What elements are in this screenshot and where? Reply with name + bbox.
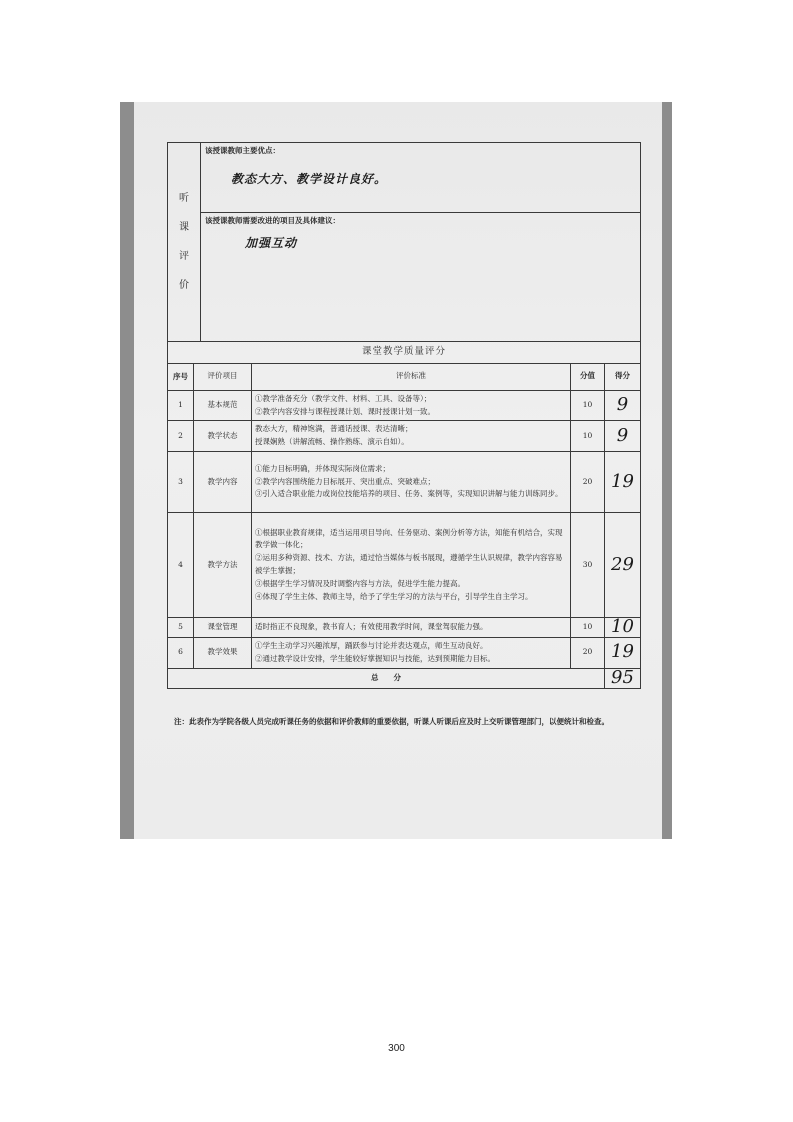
criteria-line: 教态大方，精神饱满，普通话授课、表达清晰； — [255, 424, 413, 434]
row-no: 3 — [168, 451, 194, 512]
side-char: 价 — [179, 280, 189, 291]
table-row — [168, 451, 641, 512]
criteria-line: ③引入适合职业能力或岗位技能培养的项目、任务、案例等，实现知识讲解与能力训练同步。 — [255, 489, 563, 499]
criteria-line: ②教学内容安排与课程授课计划、课时授课计划一致。 — [255, 406, 435, 416]
row-score-handwriting: 10 — [604, 617, 640, 637]
header-score: 得分 — [604, 363, 640, 390]
row-item: 教学内容 — [194, 451, 252, 512]
total-row — [168, 668, 641, 688]
row-no: 4 — [168, 512, 194, 617]
observation-section — [167, 142, 641, 342]
rating-table — [167, 341, 641, 689]
criteria-line: 适时指正不良现象，教书育人；有效使用教学时间，课堂驾驭能力强。 — [255, 622, 488, 632]
total-label: 总 分 — [168, 668, 605, 688]
criteria-line: ①能力目标明确，并体现实际岗位需求； — [255, 463, 390, 473]
row-no: 5 — [168, 617, 194, 637]
side-char: 课 — [179, 222, 189, 233]
row-points: 10 — [570, 421, 604, 452]
table-row — [168, 617, 641, 637]
header-item: 评价项目 — [194, 363, 252, 390]
footnote: 注：此表作为学院各级人员完成听课任务的依据和评价教师的重要依据，听课人听课后应及时上交听课管理部门，以便统计和检查。 — [174, 717, 609, 726]
total-score-handwriting: 95 — [604, 668, 640, 688]
strengths-label: 该授课教师主要优点： — [205, 146, 280, 155]
header-no: 序号 — [168, 363, 194, 390]
evaluation-form-paper — [134, 102, 662, 839]
row-points: 20 — [570, 451, 604, 512]
row-no: 1 — [168, 390, 194, 421]
row-item: 教学方法 — [194, 512, 252, 617]
evaluation-form — [167, 142, 641, 689]
improve-handwriting: 加强互动 — [245, 236, 298, 250]
row-points: 10 — [570, 617, 604, 637]
row-no: 6 — [168, 637, 194, 668]
strengths-handwriting: 教态大方、教学设计良好。 — [231, 172, 388, 186]
header-row — [168, 363, 641, 390]
criteria-line: ①学生主动学习兴趣浓厚，踊跃参与讨论并表达观点，师生互动良好。 — [255, 640, 488, 650]
table-row — [168, 512, 641, 617]
improve-cell — [201, 213, 641, 342]
side-char: 听 — [179, 193, 189, 204]
strengths-cell — [201, 143, 641, 213]
row-criteria — [252, 512, 571, 617]
criteria-line: ②运用多种资源、技术、方法，通过恰当媒体与板书展现，遵循学生认识规律，教学内容容易被学生掌握； — [255, 553, 563, 575]
row-item: 教学效果 — [194, 637, 252, 668]
row-score-handwriting: 29 — [604, 512, 640, 617]
criteria-line: ③根据学生学习情况及时调整内容与方法，促进学生能力提高。 — [255, 578, 465, 588]
improve-label: 该授课教师需要改进的项目及具体建议： — [205, 216, 340, 225]
criteria-line: ④体现了学生主体、教师主导，给予了学生学习的方法与平台，引导学生自主学习。 — [255, 591, 533, 601]
row-item: 基本规范 — [194, 390, 252, 421]
row-criteria — [252, 451, 571, 512]
criteria-line: ②通过教学设计安排，学生能较好掌握知识与技能，达到预期能力目标。 — [255, 653, 495, 663]
row-points: 30 — [570, 512, 604, 617]
row-score-handwriting: 19 — [604, 637, 640, 668]
criteria-line: ②教学内容围绕能力目标展开、突出重点、突破难点； — [255, 476, 435, 486]
criteria-line: ①教学准备充分（教学文件、材料、工具、设备等）； — [255, 393, 432, 403]
row-score-handwriting: 9 — [604, 390, 640, 421]
row-score-handwriting: 19 — [604, 451, 640, 512]
criteria-line: ①根据职业教育规律，适当运用项目导向、任务驱动、案例分析等方法，知能有机结合，实现教学做一体化； — [255, 527, 563, 550]
table-row — [168, 421, 641, 452]
header-criteria: 评价标准 — [252, 363, 571, 390]
row-points: 10 — [570, 390, 604, 421]
scanned-photo — [120, 102, 672, 839]
row-item: 课堂管理 — [194, 617, 252, 637]
row-criteria — [252, 617, 571, 637]
table-row — [168, 390, 641, 421]
row-no: 2 — [168, 421, 194, 452]
row-criteria — [252, 637, 571, 668]
side-char: 评 — [179, 251, 189, 262]
table-row — [168, 637, 641, 668]
row-item: 教学状态 — [194, 421, 252, 452]
side-label — [168, 143, 201, 342]
row-criteria — [252, 390, 571, 421]
page-number: 300 — [388, 1043, 405, 1054]
rating-title: 课堂教学质量评分 — [168, 342, 641, 364]
header-points: 分值 — [570, 363, 604, 390]
criteria-line: 授课娴熟（讲解流畅、操作熟练、演示自如）。 — [255, 437, 409, 447]
row-points: 20 — [570, 637, 604, 668]
row-score-handwriting: 9 — [604, 421, 640, 452]
row-criteria — [252, 421, 571, 452]
